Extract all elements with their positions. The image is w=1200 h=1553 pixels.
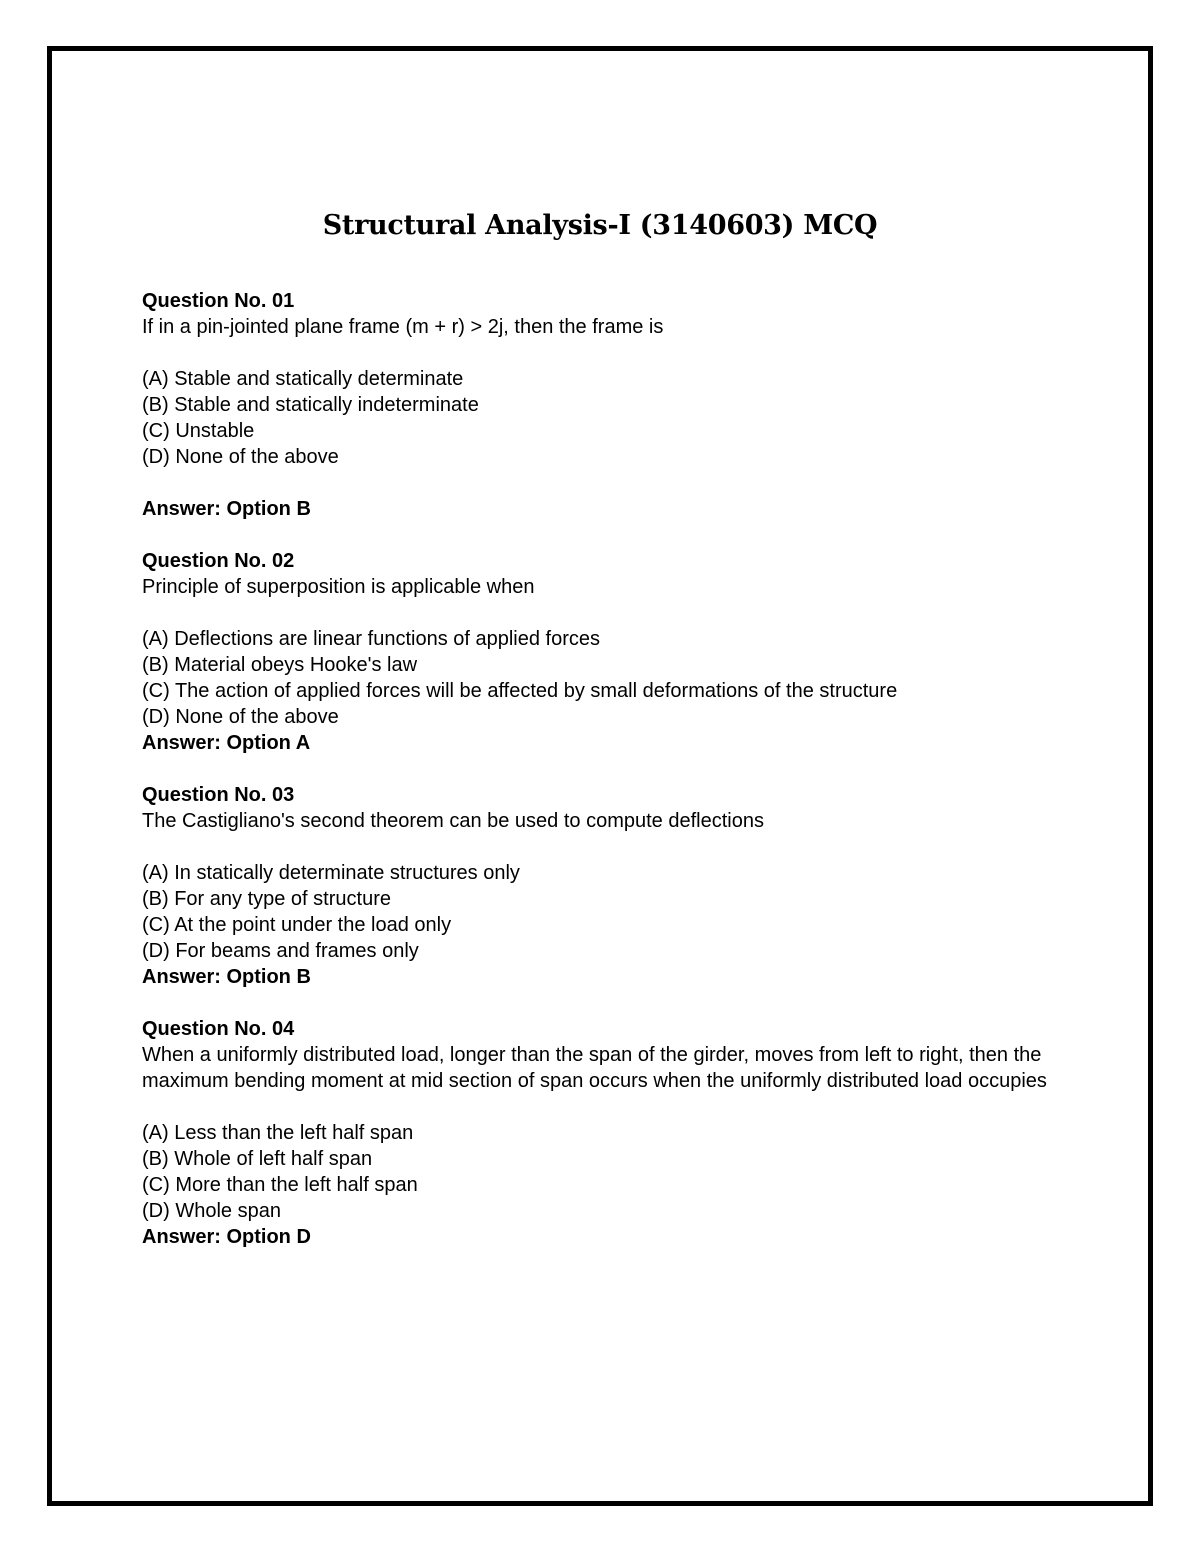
option-c: (C) Unstable: [142, 420, 255, 442]
option-d: (D) None of the above: [142, 706, 339, 728]
question-heading: Question No. 02: [142, 550, 295, 572]
answer: Answer: Option A: [142, 732, 311, 754]
question-heading: Question No. 01: [142, 290, 295, 312]
option-a: (A) In statically determinate structures only: [142, 862, 520, 884]
option-b: (B) Stable and statically indeterminate: [142, 394, 479, 416]
option-c: (C) The action of applied forces will be affected by small deformations of the structure: [142, 680, 898, 702]
option-b: (B) Material obeys Hooke's law: [142, 654, 418, 676]
question-4: [142, 1016, 1062, 1250]
question-2: [142, 548, 1062, 782]
option-d: (D) None of the above: [142, 446, 339, 468]
option-a: (A) Stable and statically determinate: [142, 368, 464, 390]
option-c: (C) More than the left half span: [142, 1174, 418, 1196]
option-d: (D) For beams and frames only: [142, 940, 419, 962]
option-a: (A) Deflections are linear functions of applied forces: [142, 628, 601, 650]
option-b: (B) For any type of structure: [142, 888, 391, 910]
document-title: Structural Analysis-I (3140603) MCQ: [322, 210, 878, 241]
question-heading: Question No. 03: [142, 784, 295, 806]
option-c: (C) At the point under the load only: [142, 914, 452, 936]
option-b: (B) Whole of left half span: [142, 1148, 373, 1170]
question-heading: Question No. 04: [142, 1018, 295, 1040]
question-text: When a uniformly distributed load, longer than the span of the girder, moves from left to right, then the maximum bending moment at mid section of span occurs when the uniformly distributed load occupies: [142, 1044, 1047, 1092]
question-text: If in a pin-jointed plane frame (m + r) > 2j, then the frame is: [142, 316, 664, 338]
option-d: (D) Whole span: [142, 1200, 281, 1222]
answer: Answer: Option D: [142, 1226, 311, 1248]
question-1: [142, 288, 1062, 548]
option-a: (A) Less than the left half span: [142, 1122, 414, 1144]
question-text: Principle of superposition is applicable when: [142, 576, 535, 598]
question-3: [142, 782, 1062, 1016]
question-list: [142, 288, 1062, 1250]
question-text: The Castigliano's second theorem can be used to compute deflections: [142, 810, 764, 832]
answer: Answer: Option B: [142, 966, 311, 988]
answer: Answer: Option B: [142, 498, 311, 520]
